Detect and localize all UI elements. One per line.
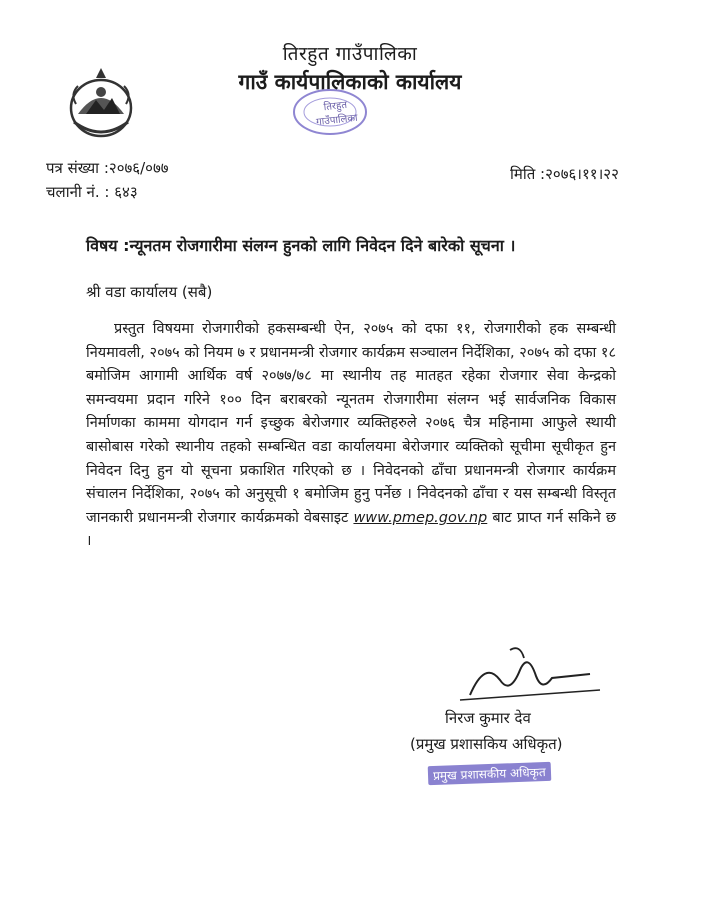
signatory-name: निरज कुमार देव xyxy=(445,709,531,727)
office-name: गाउँ कार्यपालिकाको कार्यालय xyxy=(238,70,462,94)
signature-icon xyxy=(440,640,610,718)
recipient: श्री वडा कार्यालय (सबै) xyxy=(86,283,213,301)
letter-date: मिति :२०७६।११।२२ xyxy=(510,165,619,183)
body-text-end: बाट प्राप्त गर्न सकिने छ । xyxy=(86,509,617,550)
subject-line: विषय :न्यूनतम रोजगारीमा संलग्न हुनको लागि निवेदन दिने बारेको सूचना । xyxy=(86,236,516,255)
reference-number: पत्र संख्या :२०७६/०७७ xyxy=(46,159,169,177)
dispatch-number: चलानी नं. : ६४३ xyxy=(46,183,138,201)
municipality-name: तिरहुत गाउँपालिका xyxy=(282,43,418,65)
website-link[interactable]: www.pmep.gov.np xyxy=(353,509,488,526)
body-paragraph xyxy=(86,318,616,554)
government-emblem-icon xyxy=(66,64,136,144)
stamp-text: तिरहुत गाउँपालिका xyxy=(315,99,359,129)
body-text-main: प्रस्तुत विषयमा रोजगारीको हकसम्बन्धी ऐन, २०७५ को दफा ११, रोजगारीको हक सम्बन्धी नियमावली, २०७५ को नियम ७ र प्रधानमन्त्री रोजगार कार्यक्रम सञ्चालन निर्देशिका, २०७५ को दफा १८ बमोजिम आगामी आर्थिक वर्ष २०७७/७८ मा स्थानीय तह मातहत रहेका रोजगार सेवा केन्द्रको समन्वयमा प्रदान गरिने १०० दिन बराबरको न्यूनतम रोजगारीमा संलग्न भई सार्वजनिक विकास निर्माणका काममा योगदान गर्न इच्छुक बेरोजगार व्यक्तिहरुले २०७६ चैत्र महिनामा आफुले स्थायी बासोबास गरेको स्थानीय तहको सम्बन्धित वडा कार्यालयमा बेरोजगार व्यक्तिको सूचीमा सूचीकृत हुन निवेदन दिनु हुन यो सूचना प्रकाशित गरिएको छ । निवेदनको ढाँचा प्रधानमन्त्री रोजगार कार्यक्रम संचालन निर्देशिका, २०७५ को अनुसूची १ बमोजिम हुनु पर्नेछ । निवेदनको ढाँचा र यस सम्बन्धी विस्तृत जानकारी प्रधानमन्त्री रोजगार कार्यक्रमको वेबसाइट xyxy=(86,321,616,526)
signatory-title: (प्रमुख प्रशासकिय अधिकृत) xyxy=(410,735,563,753)
designation-seal: प्रमुख प्रशासकीय अधिकृत xyxy=(428,762,551,785)
